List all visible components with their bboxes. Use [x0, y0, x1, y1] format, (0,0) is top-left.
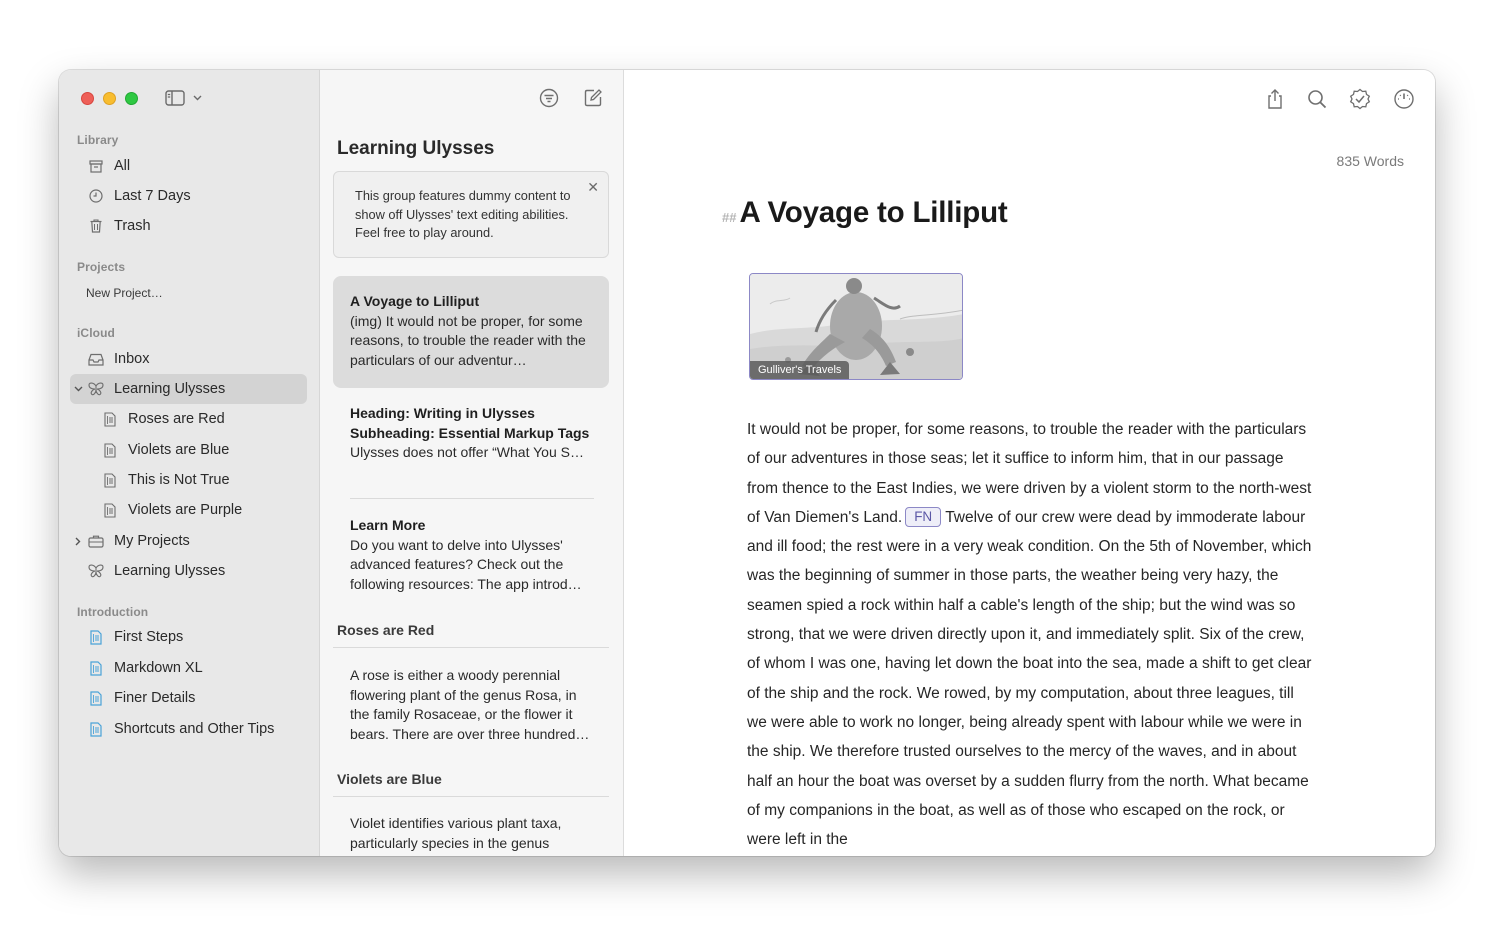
clock-icon — [86, 189, 106, 203]
sheet-item[interactable] — [333, 388, 609, 463]
new-project-button[interactable]: New Project… — [86, 286, 163, 300]
filter-icon — [539, 88, 559, 108]
word-count[interactable]: 835 Words — [1336, 153, 1404, 169]
new-sheet-button[interactable] — [583, 88, 603, 113]
sheet-preview: Do you want to delve into Ulysses' advanced features? Check out the following resources: The app introd… — [350, 536, 582, 592]
subgroup-header[interactable]: Violets are Blue — [337, 771, 442, 787]
subgroup-header[interactable]: Roses are Red — [337, 622, 435, 638]
body-text-part: Twelve of our crew were dead by immoderate labour and ill food; the rest were in a very weak condition. On the 5th of November, which was the beginning of summer in those parts, the weather being very hazy, the seamen spied a rock within half a cable's length of the ship; but the wind was so strong, that we were driven directly upon it, and immediately split. Six of the crew, of whom I was one, having let down the boat into the sea, made a shift to get clear of the ship and the rock. We rowed, by my computation, about three leagues, till we were able to work no longer, being already spent with labour while we were in the ship. We therefore trusted ourselves to the mercy of the waves, and in about half an hour the boat was overset by a sudden flurry from the north. What became of my companions in the boat, as well as of those who escaped on the rock, or were left in the — [747, 508, 1312, 849]
library-sidebar — [59, 70, 320, 856]
sidebar-item-label: Violets are Purple — [128, 502, 243, 518]
sheet-preview: A rose is either a woody perennial flowering plant of the genus Rosa, in the family Rosaceae, or the flower it bears. There are over three hundred… — [350, 667, 590, 742]
document-icon — [86, 661, 106, 676]
sidebar-item-label: Learning Ulysses — [114, 381, 226, 397]
compose-icon — [583, 88, 603, 108]
image-attachment[interactable] — [749, 273, 963, 380]
sidebar-item-label: Markdown XL — [114, 660, 203, 676]
search-button[interactable] — [1307, 88, 1327, 115]
image-caption: Gulliver's Travels — [750, 361, 849, 379]
document-icon — [86, 630, 106, 645]
sidebar-item-label: All — [114, 158, 131, 174]
sheet-preview: Ulysses does not offer “What You S… — [350, 444, 584, 461]
sheet-item[interactable] — [333, 650, 609, 744]
sheet-list — [320, 70, 624, 856]
filter-button[interactable] — [539, 88, 559, 113]
sidebar-item-this-is-not-true[interactable] — [70, 465, 307, 495]
sidebar-item-label: Learning Ulysses — [114, 563, 226, 579]
introduction-section-header: Introduction — [77, 605, 149, 619]
close-icon[interactable]: ✕ — [587, 179, 599, 195]
sidebar-item-my-projects[interactable] — [70, 526, 307, 556]
divider — [333, 647, 609, 648]
app-window — [59, 70, 1435, 856]
sidebar-item-markdown-xl[interactable] — [70, 653, 307, 683]
sidebar-item-learning-ulysses-2[interactable] — [70, 556, 307, 586]
chevron-right-icon[interactable] — [70, 537, 86, 546]
sidebar-item-label: This is Not True — [128, 472, 230, 488]
share-icon — [1265, 88, 1285, 110]
icloud-section-header: iCloud — [77, 326, 115, 340]
sidebar-item-violets-are-purple[interactable] — [70, 495, 307, 525]
butterfly-icon — [86, 564, 106, 578]
briefcase-icon — [86, 535, 106, 548]
trash-icon — [86, 219, 106, 233]
sidebar-toggle-button[interactable] — [165, 90, 202, 106]
sidebar-item-label: Roses are Red — [128, 411, 225, 427]
projects-section-header: Projects — [77, 260, 126, 274]
share-button[interactable] — [1265, 88, 1285, 115]
sidebar-item-all[interactable] — [70, 151, 307, 181]
sidebar-item-label: My Projects — [114, 533, 190, 549]
window-controls — [81, 92, 138, 105]
butterfly-icon — [86, 382, 106, 396]
document-icon — [86, 691, 106, 706]
chevron-down-icon[interactable] — [70, 386, 86, 392]
document-icon — [100, 412, 120, 427]
document-icon — [100, 443, 120, 458]
sidebar-item-label: Finer Details — [114, 690, 196, 706]
library-section-header: Library — [77, 133, 119, 147]
dashboard-button[interactable] — [1393, 88, 1415, 115]
divider — [333, 796, 609, 797]
heading-marker: ## — [722, 210, 737, 225]
document-body[interactable] — [747, 415, 1317, 854]
footnote-tag[interactable]: FN — [905, 507, 941, 527]
gauge-icon — [1393, 88, 1415, 110]
sidebar-item-label: Inbox — [114, 351, 150, 367]
document-icon — [100, 503, 120, 518]
sidebar-item-first-steps[interactable] — [70, 622, 307, 652]
sidebar-item-label: Trash — [114, 218, 151, 234]
checkmark-seal-icon — [1349, 88, 1371, 110]
group-title: Learning Ulysses — [337, 138, 495, 159]
sheet-title: Learn More — [350, 517, 426, 533]
review-button[interactable] — [1349, 88, 1371, 115]
info-note-text: This group features dummy content to show off Ulysses' text editing abilities. Feel free to play around. — [355, 188, 571, 240]
divider — [350, 498, 594, 499]
sheet-title: Heading: Writing in Ulysses Subheading: Essential Markup Tags — [350, 405, 590, 441]
sheet-item[interactable] — [333, 500, 609, 594]
document-icon — [100, 473, 120, 488]
document-title: A Voyage to Lilliput — [739, 196, 1008, 229]
sidebar-item-finer-details[interactable] — [70, 683, 307, 713]
group-info-note — [333, 171, 609, 258]
sidebar-item-label: Last 7 Days — [114, 188, 191, 204]
minimize-window-button[interactable] — [103, 92, 116, 105]
sheet-title: A Voyage to Lilliput — [350, 293, 480, 309]
close-window-button[interactable] — [81, 92, 94, 105]
document-icon — [86, 722, 106, 737]
sidebar-item-last-7-days[interactable] — [70, 181, 307, 211]
zoom-window-button[interactable] — [125, 92, 138, 105]
sidebar-icon — [165, 90, 185, 106]
sheet-item[interactable] — [333, 798, 609, 853]
sheet-list-toolbar — [539, 88, 603, 113]
sheet-preview: (img) It would not be proper, for some reasons, to trouble the reader with the particulars of our adventur… — [350, 312, 586, 368]
sidebar-item-label: First Steps — [114, 629, 184, 645]
editor-toolbar — [1265, 88, 1415, 115]
chevron-down-icon — [193, 95, 202, 101]
inbox-icon — [86, 353, 106, 366]
sidebar-item-shortcuts[interactable] — [70, 714, 307, 744]
sidebar-item-trash[interactable] — [70, 211, 307, 241]
sidebar-item-inbox[interactable] — [70, 344, 307, 374]
sidebar-item-label: Violets are Blue — [128, 442, 230, 458]
sidebar-item-roses-are-red[interactable] — [70, 404, 307, 434]
body-text-part: It would not be proper, for some reasons, to trouble the reader with the particulars of our adventures in those seas; let it suffice to inform him, that in our passage from thence to the East Indies, we were driven by a violent storm to the north-west of Van Diemen's Land. — [747, 421, 1312, 526]
sheet-preview: Violet identifies various plant taxa, particularly species in the genus — [350, 815, 562, 851]
sidebar-item-label: Shortcuts and Other Tips — [114, 721, 275, 737]
document-heading[interactable] — [722, 196, 1008, 230]
search-icon — [1307, 88, 1327, 110]
sidebar-item-learning-ulysses[interactable] — [70, 374, 307, 404]
sidebar-item-violets-are-blue[interactable] — [70, 435, 307, 465]
tray-icon — [86, 160, 106, 173]
sheet-item[interactable] — [333, 276, 609, 388]
editor-pane — [624, 70, 1435, 856]
